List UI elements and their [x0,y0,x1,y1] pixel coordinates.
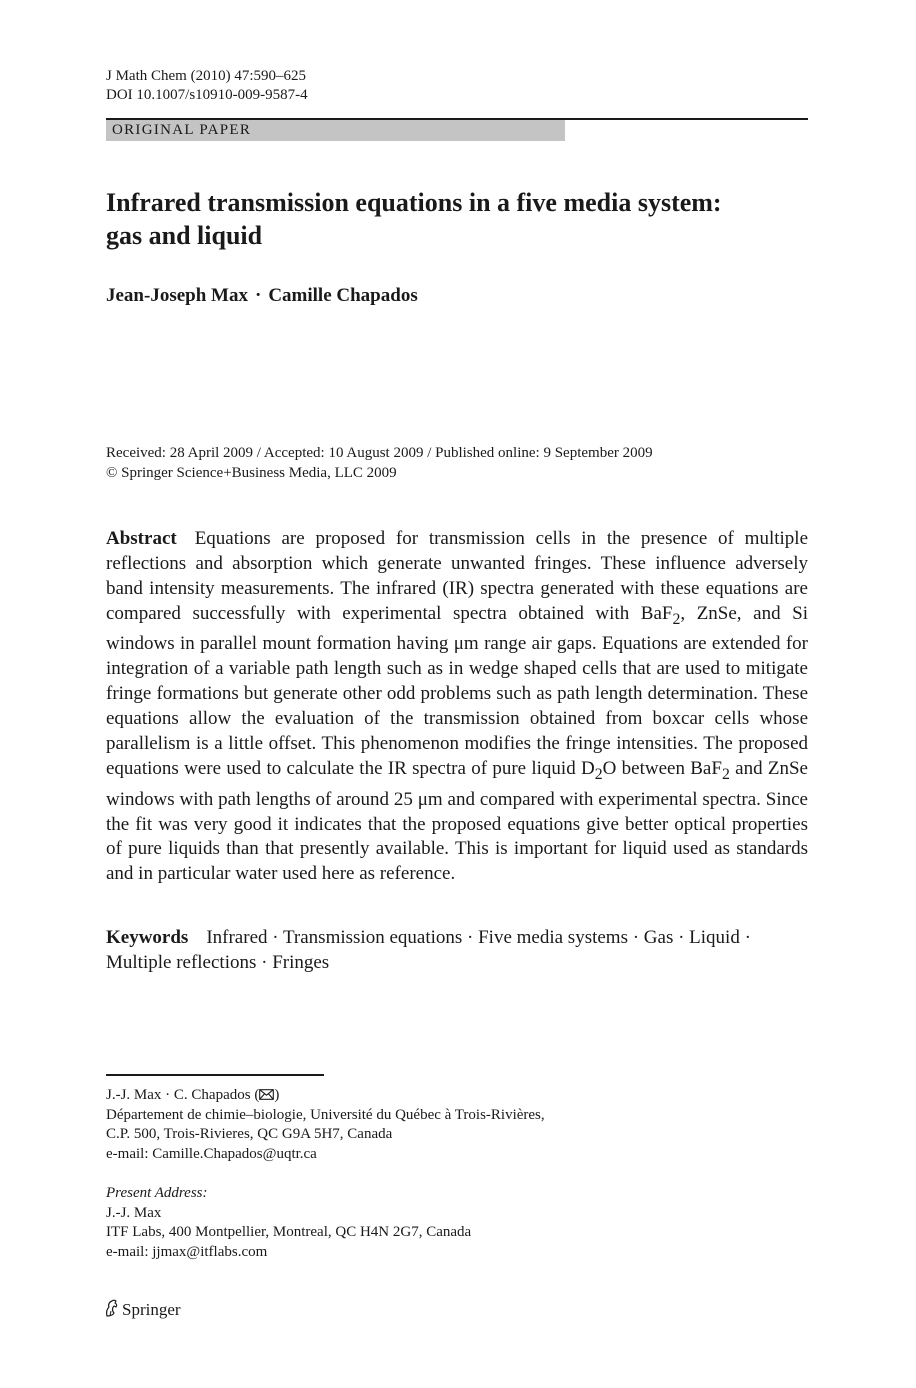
author-list [106,284,418,308]
keywords [106,926,808,976]
abstract-heading: Abstract [106,528,177,549]
present-address-name: J.-J. Max [106,1204,162,1221]
author-footnote [106,1086,545,1262]
abstract-text-4: and ZnSe windows with path lengths of around 25 μm and compared with experimental spectra. Since the fit was very good it indicates that the proposed equations give better optical properties of pure liquids than that presently available. This is important for liquid used as standards and in particular water used here as reference. [106,757,808,885]
keywords-text: Infrared · Transmission equations · Five media systems · Gas · Liquid · Multiple reflections · Fringes [106,927,751,973]
author-2: Camille Chapados [268,285,418,306]
footnote-rule [106,1074,324,1076]
envelope-icon [259,1087,274,1103]
copyright-line: © Springer Science+Business Media, LLC 2009 [106,465,397,481]
publisher-logo [104,1299,181,1321]
journal-citation: J Math Chem (2010) 47:590–625 [106,68,306,84]
history-dates: Received: 28 April 2009 / Accepted: 10 August 2009 / Published online: 9 September 2009 [106,445,653,461]
footnote-spacer [106,1164,545,1184]
journal-doi: DOI 10.1007/s10910-009-9587-4 [106,87,308,103]
article-title [106,186,808,252]
abstract-text-1: Equations are proposed for transmission cells in the presence of multiple reflections and absorption which generate unwanted fringes. These influence adversely band intensity measurements. The infrared (IR) spectra generated with these equations are compared successfully with experimental spectra obtained with BaF [106,528,808,624]
article-type-label: ORIGINAL PAPER [112,122,252,138]
title-line-2: gas and liquid [106,221,263,250]
publisher-name: Springer [122,1300,181,1319]
abstract-subscript-1: 2 [672,610,681,628]
footnote-affiliation-2: C.P. 500, Trois-Rivieres, QC G9A 5H7, Canada [106,1126,393,1143]
title-line-1: Infrared transmission equations in a five media system: [106,188,722,217]
keywords-heading: Keywords [106,927,189,948]
footnote-authors-line [106,1086,545,1106]
abstract-subscript-3: 2 [721,765,730,783]
abstract-text-3: O between BaF [602,757,722,779]
journal-info [106,67,308,105]
footnote-email[interactable]: e-mail: Camille.Chapados@uqtr.ca [106,1145,317,1162]
present-address: ITF Labs, 400 Montpellier, Montreal, QC H4N 2G7, Canada [106,1224,472,1241]
author-1: Jean-Joseph Max [106,285,248,306]
springer-horse-icon [104,1300,122,1319]
abstract-subscript-2: 2 [594,765,603,783]
footnote-affiliation-1: Département de chimie–biologie, Université du Québec à Trois-Rivières, [106,1106,545,1123]
author-separator: · [254,285,262,306]
present-email[interactable]: e-mail: jjmax@itflabs.com [106,1243,268,1260]
present-address-label: Present Address: [106,1184,208,1201]
footnote-authors: J.-J. Max · C. Chapados ( [106,1087,260,1103]
article-history [106,443,653,483]
abstract-text-2: , ZnSe, and Si windows in parallel mount formation having μm range air gaps. Equations are extended for integration of a variable path length such as in wedge shaped cells that are used to mitigate fringe formations but generate other odd problems such as path length determination. These equations allow the evaluation of the transmission obtained from boxcar cells whose parallelism is a little offset. This phenomenon modifies the fringe intensities. The proposed equations were used to calculate the IR spectra of pure liquid D [106,602,808,779]
footnote-authors-close: ) [274,1087,280,1103]
abstract [106,527,808,887]
